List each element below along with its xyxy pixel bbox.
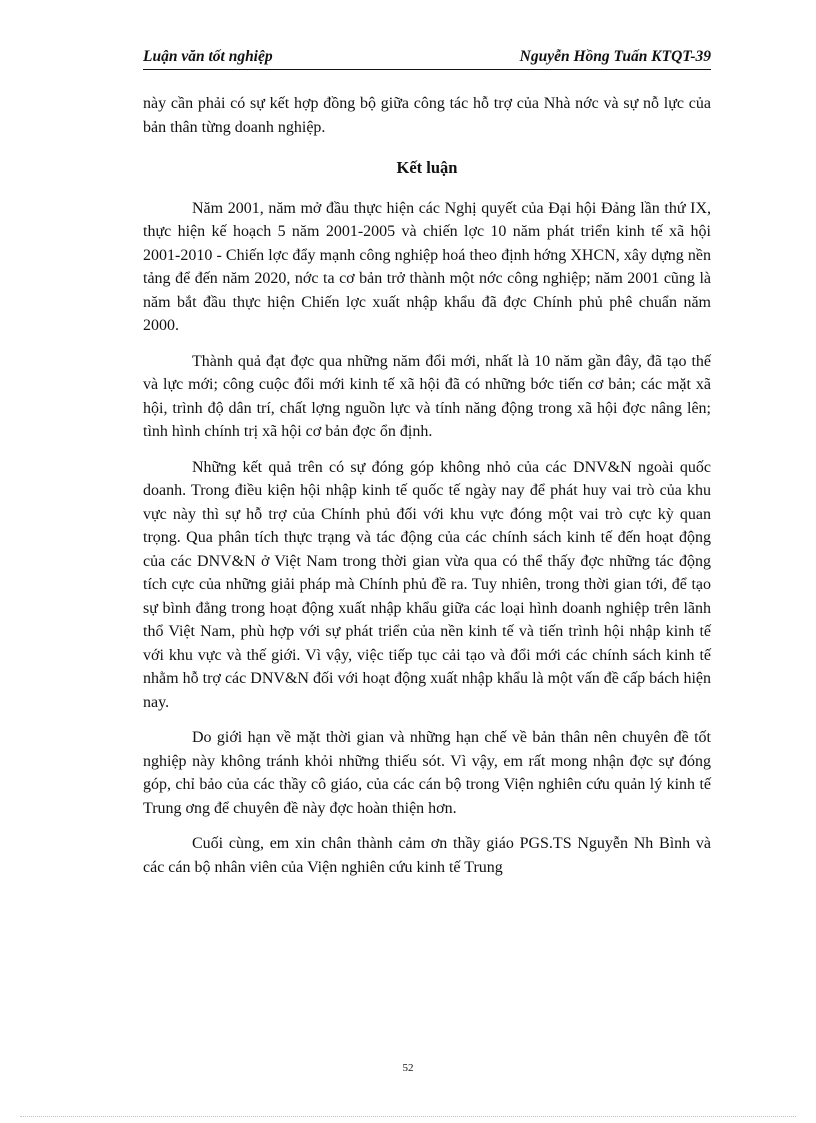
- section-title: Kết luận: [396, 158, 458, 177]
- page-number: 52: [402, 1062, 414, 1074]
- paragraph-4: Do giới hạn về mặt thời gian và những hạn chế về bản thân nên chuyên đề tốt nghiệp này không tránh khỏi những thiếu sót. Vì vậy, em rất mong nhận đợc sự đóng góp, chỉ bảo của các thầy cô giáo, của các cán bộ trong Viện nghiên cứu quản lý kinh tế Trung ơng để chuyên đề này đợc hoàn thiện hơn.: [143, 729, 711, 817]
- paragraph-3: Những kết quả trên có sự đóng góp không nhỏ của các DNV&N ngoài quốc doanh. Trong điều kiện hội nhập kinh tế quốc tế ngày nay để phát huy vai trò của khu vực này thì sự hỗ trợ của Chính phủ đối với khu vực đóng một vai trò cực kỳ quan trọng. Qua phân tích thực trạng và tác động của các chính sách kinh tế đến hoạt động của các DNV&N ở Việt Nam trong thời gian vừa qua có thể thấy đợc những tác động tích cực của những giải pháp mà Chính phủ đề ra. Tuy nhiên, trong thời gian tới, để tạo sự bình đẳng trong hoạt động xuất nhập khẩu giữa các loại hình doanh nghiệp trên lãnh thổ Việt Nam, phù hợp với sự phát triển của nền kinh tế và tiến trình hội nhập kinh tế với khu vực và thế giới. Vì vậy, việc tiếp tục cải tạo và đổi mới các chính sách kinh tế nhằm hỗ trợ các DNV&N đối với hoạt động xuất nhập khẩu là một vấn đề cấp bách hiện nay.: [143, 458, 711, 711]
- paragraph-2: Thành quả đạt đợc qua những năm đổi mới, nhất là 10 năm gần đây, đã tạo thế và lực mới; công cuộc đổi mới kinh tế xã hội đã có những bớc tiến cơ bản; các mặt xã hội, trình độ dân trí, chất lợng nguồn lực và tính năng động trong xã hội đợc nâng lên; tình hình chính trị xã hội cơ bản đợc ổn định.: [143, 352, 711, 440]
- page-break-divider: [20, 1116, 796, 1117]
- header-author-label: Nguyễn Hồng Tuấn KTQT-39: [519, 48, 711, 65]
- paragraph-1: Năm 2001, năm mở đầu thực hiện các Nghị quyết của Đại hội Đảng lần thứ IX, thực hiện kế hoạch 5 năm 2001-2005 và chiến lợc 10 năm phát triển kinh tế xã hội 2001-2010 - Chiến lợc đẩy mạnh công nghiệp hoá theo định hớng XHCN, xây dựng nền tảng để đến năm 2020, nớc ta cơ bản trở thành một nớc công nghiệp; năm 2001 cũng là năm bắt đầu thực hiện Chiến lợc xuất nhập khẩu đã đợc Chính phủ phê chuẩn năm 2000.: [143, 199, 711, 334]
- document-body: [143, 92, 711, 891]
- intro-paragraph: này cần phải có sự kết hợp đồng bộ giữa công tác hỗ trợ của Nhà nớc và sự nỗ lực của bản thân từng doanh nghiệp.: [143, 95, 711, 136]
- page-header: [143, 47, 711, 70]
- paragraph-5: Cuối cùng, em xin chân thành cảm ơn thầy giáo PGS.TS Nguyễn Nh Bình và các cán bộ nhân viên của Viện nghiên cứu kinh tế Trung: [143, 835, 711, 876]
- header-thesis-label: Luận văn tốt nghiệp: [143, 48, 273, 65]
